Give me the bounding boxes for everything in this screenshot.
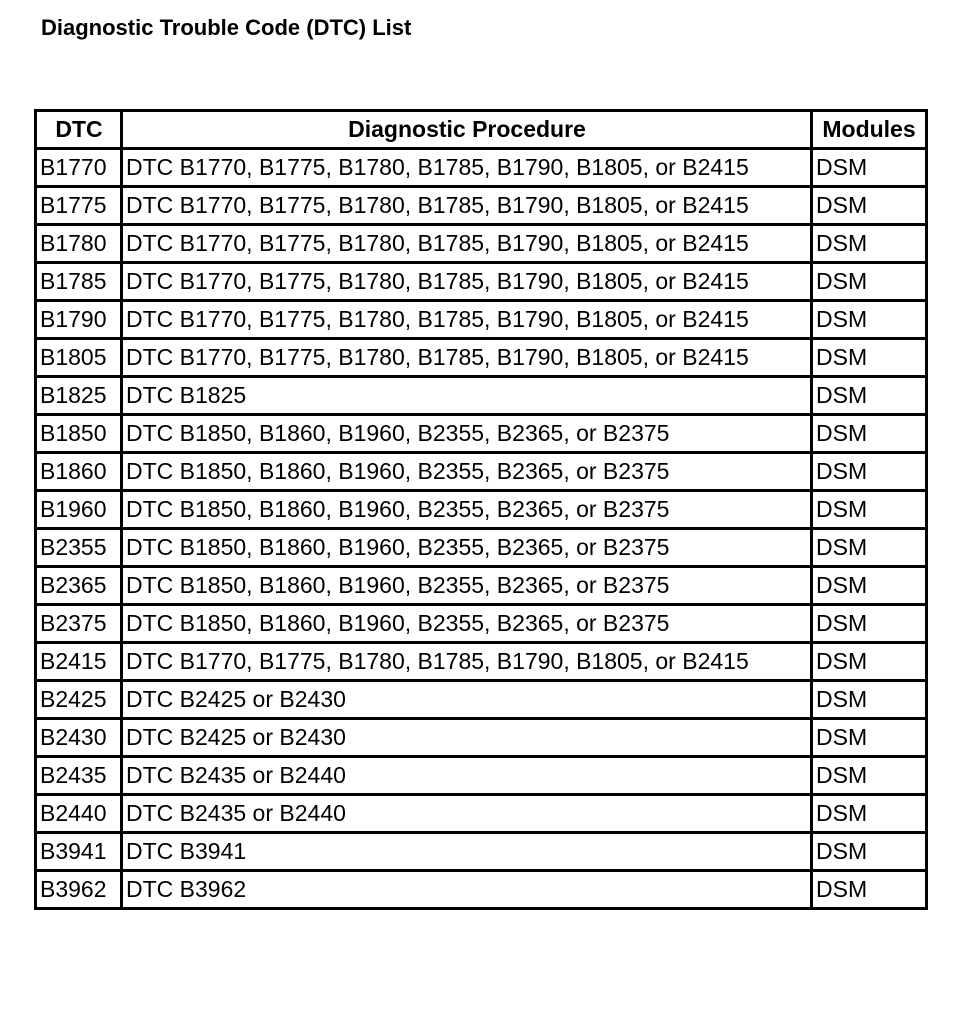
dtc-code-cell: B3941 [36, 833, 122, 871]
modules-cell: DSM [812, 643, 927, 681]
dtc-code-cell: B1825 [36, 377, 122, 415]
diagnostic-procedure-cell: DTC B3941 [122, 833, 812, 871]
dtc-code-cell: B1960 [36, 491, 122, 529]
diagnostic-procedure-cell: DTC B1770, B1775, B1780, B1785, B1790, B1805, or B2415 [122, 301, 812, 339]
modules-cell: DSM [812, 681, 927, 719]
modules-cell: DSM [812, 833, 927, 871]
diagnostic-procedure-cell: DTC B1825 [122, 377, 812, 415]
modules-cell: DSM [812, 529, 927, 567]
header-dtc: DTC [36, 111, 122, 149]
diagnostic-procedure-cell: DTC B1850, B1860, B1960, B2355, B2365, or B2375 [122, 491, 812, 529]
diagnostic-procedure-cell: DTC B1770, B1775, B1780, B1785, B1790, B1805, or B2415 [122, 643, 812, 681]
dtc-code-cell: B2355 [36, 529, 122, 567]
diagnostic-procedure-cell: DTC B2435 or B2440 [122, 795, 812, 833]
dtc-code-cell: B2365 [36, 567, 122, 605]
page-title: Diagnostic Trouble Code (DTC) List [41, 15, 412, 40]
modules-cell: DSM [812, 871, 927, 909]
dtc-code-cell: B1805 [36, 339, 122, 377]
dtc-code-cell: B1850 [36, 415, 122, 453]
dtc-code-cell: B1770 [36, 149, 122, 187]
table-row [36, 757, 927, 795]
modules-cell: DSM [812, 187, 927, 225]
diagnostic-procedure-cell: DTC B1770, B1775, B1780, B1785, B1790, B1805, or B2415 [122, 187, 812, 225]
table-row [36, 339, 927, 377]
modules-cell: DSM [812, 453, 927, 491]
dtc-code-cell: B3962 [36, 871, 122, 909]
modules-cell: DSM [812, 605, 927, 643]
table-row [36, 833, 927, 871]
table-body [36, 149, 927, 909]
dtc-code-cell: B2430 [36, 719, 122, 757]
diagnostic-procedure-cell: DTC B2435 or B2440 [122, 757, 812, 795]
dtc-code-cell: B2375 [36, 605, 122, 643]
modules-cell: DSM [812, 149, 927, 187]
modules-cell: DSM [812, 415, 927, 453]
table-row [36, 263, 927, 301]
table-row [36, 643, 927, 681]
diagnostic-procedure-cell: DTC B1850, B1860, B1960, B2355, B2365, or B2375 [122, 453, 812, 491]
dtc-code-cell: B1775 [36, 187, 122, 225]
table-row [36, 719, 927, 757]
table-row [36, 681, 927, 719]
modules-cell: DSM [812, 377, 927, 415]
diagnostic-procedure-cell: DTC B1850, B1860, B1960, B2355, B2365, or B2375 [122, 529, 812, 567]
diagnostic-procedure-cell: DTC B2425 or B2430 [122, 719, 812, 757]
table-row [36, 529, 927, 567]
table-row [36, 567, 927, 605]
table-row [36, 149, 927, 187]
diagnostic-procedure-cell: DTC B1770, B1775, B1780, B1785, B1790, B1805, or B2415 [122, 149, 812, 187]
dtc-code-cell: B1860 [36, 453, 122, 491]
header-modules: Modules [812, 111, 927, 149]
diagnostic-procedure-cell: DTC B1850, B1860, B1960, B2355, B2365, or B2375 [122, 415, 812, 453]
modules-cell: DSM [812, 263, 927, 301]
modules-cell: DSM [812, 339, 927, 377]
modules-cell: DSM [812, 757, 927, 795]
diagnostic-procedure-cell: DTC B1770, B1775, B1780, B1785, B1790, B1805, or B2415 [122, 225, 812, 263]
modules-cell: DSM [812, 719, 927, 757]
dtc-code-cell: B2415 [36, 643, 122, 681]
modules-cell: DSM [812, 491, 927, 529]
diagnostic-procedure-cell: DTC B2425 or B2430 [122, 681, 812, 719]
diagnostic-procedure-cell: DTC B1850, B1860, B1960, B2355, B2365, or B2375 [122, 605, 812, 643]
header-diagnostic-procedure: Diagnostic Procedure [122, 111, 812, 149]
dtc-code-cell: B2440 [36, 795, 122, 833]
diagnostic-procedure-cell: DTC B1850, B1860, B1960, B2355, B2365, or B2375 [122, 567, 812, 605]
dtc-table [34, 109, 928, 910]
table-header-row [36, 111, 927, 149]
table-row [36, 301, 927, 339]
table-row [36, 871, 927, 909]
table-row [36, 491, 927, 529]
dtc-code-cell: B1790 [36, 301, 122, 339]
table-row [36, 415, 927, 453]
dtc-code-cell: B1785 [36, 263, 122, 301]
table-row [36, 377, 927, 415]
modules-cell: DSM [812, 301, 927, 339]
table-row [36, 453, 927, 491]
dtc-code-cell: B2435 [36, 757, 122, 795]
modules-cell: DSM [812, 795, 927, 833]
dtc-code-cell: B1780 [36, 225, 122, 263]
table-row [36, 225, 927, 263]
modules-cell: DSM [812, 225, 927, 263]
diagnostic-procedure-cell: DTC B3962 [122, 871, 812, 909]
modules-cell: DSM [812, 567, 927, 605]
table-row [36, 605, 927, 643]
table-row [36, 795, 927, 833]
dtc-code-cell: B2425 [36, 681, 122, 719]
diagnostic-procedure-cell: DTC B1770, B1775, B1780, B1785, B1790, B1805, or B2415 [122, 339, 812, 377]
diagnostic-procedure-cell: DTC B1770, B1775, B1780, B1785, B1790, B1805, or B2415 [122, 263, 812, 301]
table-row [36, 187, 927, 225]
